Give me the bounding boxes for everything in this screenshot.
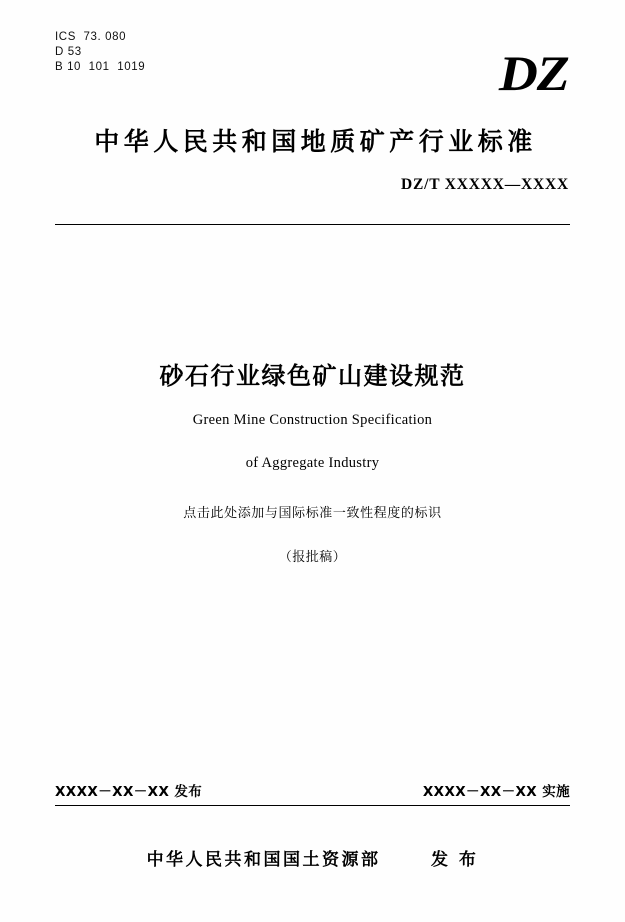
publisher-row: [0, 845, 625, 870]
effective-date: XXXX－XX－XX 实施: [422, 784, 570, 800]
standard-number: DZ/T XXXXX—XXXX: [400, 176, 569, 193]
standard-series-title: 中华人民共和国地质矿产行业标准: [94, 127, 537, 156]
header-divider: [55, 224, 570, 225]
document-title-en-line1: Green Mine Construction Specification: [192, 412, 433, 428]
ics-line-1: ICS 73. 080: [55, 31, 127, 43]
issue-date: XXXX－XX－XX 发布: [55, 784, 203, 800]
publisher-name: 中华人民共和国国土资源部: [146, 850, 381, 870]
publish-action-label: 发 布: [431, 850, 479, 870]
ics-classification-block: [55, 30, 145, 75]
dz-logo: DZ: [499, 45, 569, 101]
document-title-cn: 砂石行业绿色矿山建设规范: [159, 362, 466, 390]
ics-line-3: B 10 101 1019: [55, 61, 146, 73]
ics-line-2: D 53: [55, 46, 82, 58]
footer-divider: [55, 805, 570, 806]
draft-status-label: （报批稿）: [278, 550, 347, 565]
document-title-en-line2: of Aggregate Industry: [245, 455, 380, 471]
international-consistency-note: 点击此处添加与国际标准一致性程度的标识: [183, 506, 442, 521]
